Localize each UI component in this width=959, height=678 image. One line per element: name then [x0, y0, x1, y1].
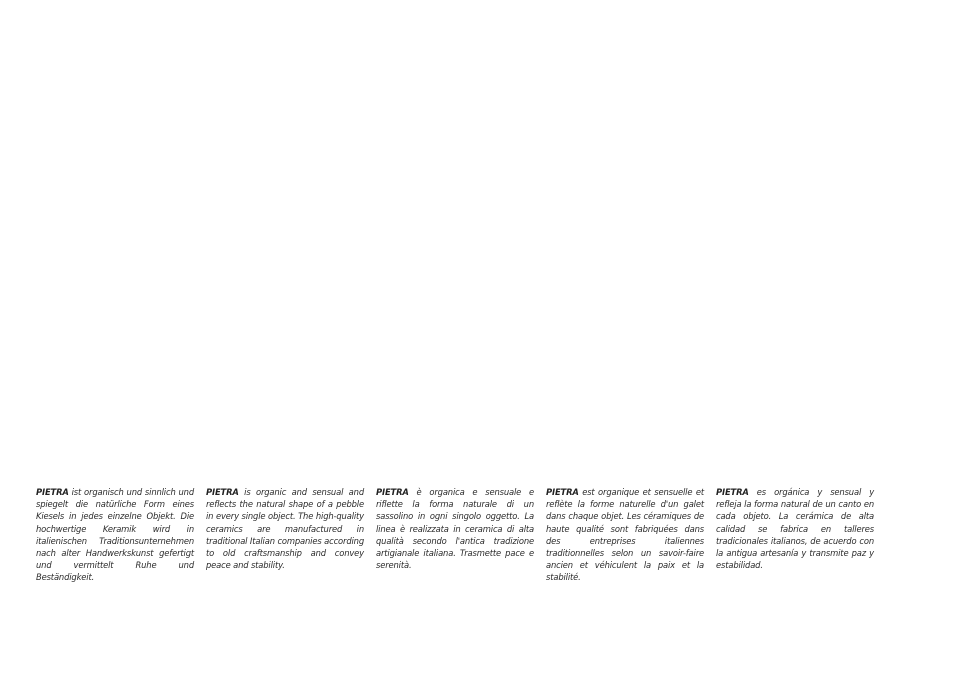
description-text: es orgánica y sensual y refleja la forma natural de un canto en cada objeto. La cerámica de alta calidad se fabrica en talleres tradicionales italianos, de acuerdo con la antigua artesanía y transmite paz y estabilidad. [716, 487, 874, 571]
description-text: est organique et sensuelle et reflète la forme naturelle d'un galet dans chaque objet. Les céramiques de haute qualité sont fabriquées dans des entreprises italiennes traditionnelles selon un savoir-faire ancien et véhiculent la paix et la stabilité. [546, 487, 704, 583]
description-text: ist organisch und sinnlich und spiegelt die natürliche Form eines Kiesels in jedes einzelne Objekt. Die hochwertige Keramik wird in italienischen Traditionsunternehmen nach alter Handwerkskunst gefertigt und vermittelt Ruhe und Beständigkeit. [36, 487, 194, 583]
brand-name: PIETRA [376, 487, 409, 497]
brand-name: PIETRA [716, 487, 749, 497]
multilingual-description [36, 486, 876, 596]
description-german [36, 486, 194, 584]
brand-name: PIETRA [546, 487, 579, 497]
description-text: is organic and sensual and reflects the natural shape of a pebble in every single object. The high-quality ceramics are manufactured in traditional Italian companies according to old craftsmanship and convey peace and stability. [206, 487, 364, 571]
description-italian [376, 486, 534, 571]
description-french [546, 486, 704, 584]
brand-name: PIETRA [36, 487, 69, 497]
description-spanish [716, 486, 874, 571]
description-english [206, 486, 364, 571]
description-text: è organica e sensuale e riflette la forma naturale di un sassolino in ogni singolo oggetto. La linea è realizzata in ceramica di alta qualità secondo l'antica tradizione artigianale italiana. Trasmette pace e serenità. [376, 487, 534, 571]
brand-name: PIETRA [206, 487, 239, 497]
